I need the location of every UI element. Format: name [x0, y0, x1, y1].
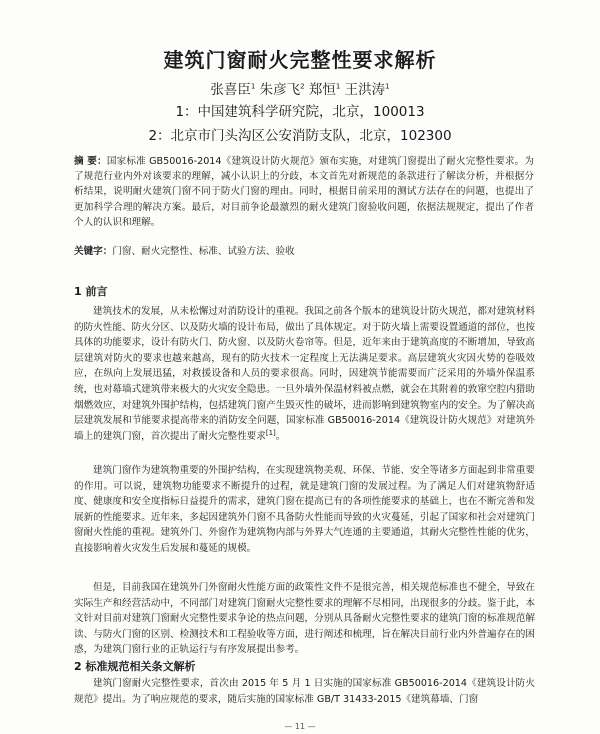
- author-affiliation-mark: 1: [250, 82, 256, 91]
- body-paragraph: 建筑门窗耐火完整性要求，首次由 2015 年 5 月 1 日实施的国家标准 GB50016-2014《建筑设计防火规范》提出。为了响应规范的要求，随后实施的国家标准 GB/T 31433-2015《建筑幕墙、门窗: [74, 678, 535, 705]
- author-name: 郑恒: [308, 82, 336, 98]
- section-heading-introduction: 1 前言: [74, 285, 108, 298]
- paragraph-text-end: 。: [275, 430, 286, 442]
- abstract-text: 国家标准 GB50016-2014《建筑设计防火规范》颁布实施，对建筑门窗提出了耐火完整性要求。为了规范行业内外对该要求的理解，减小认识上的分歧，本文首先对新规范的条款进行了解读分析，并根据分析结果，说明耐火建筑门窗不同于防火门窗的理由。同时，根据目前采用的测试方法存在的问题，也提出了更加科学合理的解决方案。最后，对目前争论最激烈的耐火建筑门窗验收问题，依据法规规定，提出了作者个人的认识和理解。: [74, 156, 534, 228]
- keywords: [74, 245, 534, 259]
- abstract-label: 摘 要：: [74, 156, 107, 167]
- author-affiliation-mark: 1: [335, 82, 341, 91]
- affiliation-2: 2：北京市门头沟区公安消防支队，北京，102300: [148, 128, 452, 144]
- body-paragraph: 但是，目前我国在建筑外门外窗耐火性能方面的政策性文件不是很完善，相关规范标准也不健全，导致在实际生产和经营活动中，不同部门对建筑门窗耐火完整性要求的理解不尽相同，出现很多的分歧。鉴于此，本文针对目前对建筑门窗耐火完整性要求争论的热点问题，分别从具备耐火完整性要求的建筑门窗的标准规范解读、与防火门窗的区别、检测技术和工程验收等方面，进行阐述和梳理，旨在解决目前行业内外普遍存在的困惑，为建筑门窗行业的正轨运行与有序发展提出参考。: [74, 582, 535, 656]
- keywords-label: 关键字：: [74, 246, 113, 257]
- paragraph-text: 建筑技术的发展，从未松懈过对消防设计的重视。我国之前各个版本的建筑设计防火规范，都对建筑材料的防火性能、防火分区、以及防火墙的设计布局，做出了具体规定。对于防火墙上需要设置通道的部位，也按具体的功能要求，设计有防火门、防火窗、以及防火卷帘等。但是，近年来由于建筑高度的不断增加，导致高层建筑对防火的要求也越来越高，现有的防火技术一定程度上无法满足要求。高层建筑火灾因火势的卷吸效应，在纵向上发展迅猛，对救援设备和人员的要求很高。同时，因建筑节能需要而广泛采用的外墙外保温系统，也对幕墙式建筑带来极大的火灾安全隐患。一旦外墙外保温材料被点燃，就会在其附着的敦窜空腔内猎助烟燃效应，对建筑外围护结构，包括建筑门窗产生毁灭性的破坏，进而影响到建筑物室内的安全。为了解决高层建筑发展和节能要求提高带来的消防安全问题，国家标准 GB50016-2014《建筑设计防火规范》对建筑外墙上的建筑门窗，首次提出了耐火完整性要求: [74, 306, 535, 442]
- body-paragraph: 建筑门窗作为建筑物重要的外围护结构，在实现建筑物美观、环保、节能、安全等诸多方面起到非常重要的作用。可以说，建筑物功能要求不断提升的过程，就是建筑门窗的发展过程。为了满足人们对建筑物舒适度、健康度和安全度指标日益提升的需求，建筑门窗在提高已有的各项性能要求的基础上，也在不断完善和发展新的性能要求。近年来，多起因建筑外门窗不具备防火性能而导致的火灾蔓延，引起了国家和社会对建筑门窗耐火性能的重视。建筑外门、外窗作为建筑物内部与外界大气连通的主要通道，其耐火完整性性能的优劣，直接影响着火灾发生后发展和蔓延的规模。: [74, 465, 535, 554]
- paper-title: 建筑门窗耐火完整性要求解析: [163, 48, 437, 72]
- author-affiliation-mark: 2: [300, 82, 305, 91]
- author-name: 朱彦飞: [259, 82, 301, 98]
- affiliation-1: 1：中国建筑科学研究院，北京，100013: [175, 104, 425, 120]
- keywords-text: 门窗、耐火完整性、标准、试验方法、验收: [112, 246, 295, 257]
- page-number: — 11 —: [284, 722, 316, 731]
- section-heading-standards: 2 标准规范相关条文解析: [74, 660, 196, 673]
- author-name: 王洪涛: [344, 82, 386, 98]
- author-list: [0, 78, 600, 98]
- author-name: 张喜臣: [210, 82, 251, 98]
- body-paragraph: [74, 304, 535, 444]
- author-affiliation-mark: 1: [385, 82, 390, 91]
- citation-reference: [1]: [265, 428, 276, 437]
- abstract: [74, 154, 534, 230]
